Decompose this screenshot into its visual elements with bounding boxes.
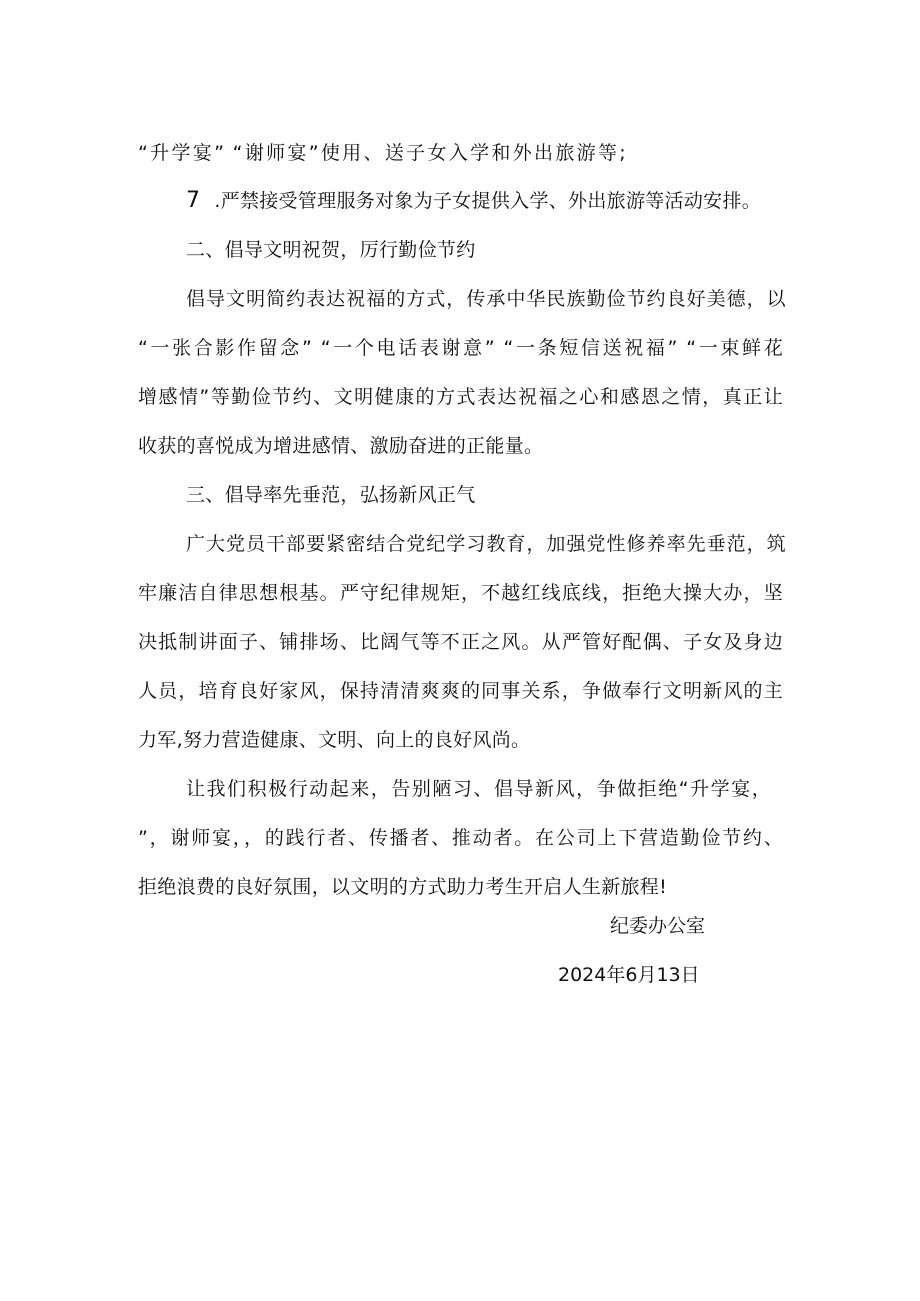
item-number: 7 — [186, 188, 201, 213]
paragraph-line: 增感情”等勤俭节约、文明健康的方式表达祝福之心和感恩之情，真正让 — [138, 386, 783, 408]
paragraph-line: 让我们积极行动起来，告别陋习、倡导新风，争做拒绝“升学宴， — [186, 778, 771, 800]
paragraph-line: 倡导文明简约表达祝福的方式，传承中华民族勤俭节约良好美德，以 — [186, 288, 786, 310]
numbered-item — [186, 188, 786, 214]
paragraph-line: 拒绝浪费的良好氛围，以文明的方式助力考生开启人生新旅程! — [138, 876, 668, 898]
paragraph-line: 牢廉洁自律思想根基。严守纪律规矩，不越红线底线，拒绝大操大办，坚 — [138, 582, 783, 604]
paragraph-line: 人员，培育良好家风，保持清清爽爽的同事关系，争做奉行文明新风的主 — [138, 680, 783, 702]
signature-office: 纪委办公室 — [610, 915, 706, 937]
paragraph-line: 收获的喜悦成为增进感情、激励奋进的正能量。 — [138, 435, 544, 457]
signature-date: 2024年6月13日 — [558, 964, 700, 986]
section-heading-2: 二、倡导文明祝贺，厉行勤俭节约 — [186, 239, 476, 261]
paragraph-line: ”，谢师宴，，的践行者、传播者、推动者。在公司上下营造勤俭节约、 — [138, 827, 783, 849]
paragraph-line: 广大党员干部要紧密结合党纪学习教育，加强党性修养率先垂范，筑 — [186, 533, 786, 555]
paragraph-line: “一张合影作留念” “一个电话表谢意” “一条短信送祝福” “一束鲜花 — [138, 337, 783, 359]
paragraph-line: 决抵制讲面子、铺排场、比阔气等不正之风。从严管好配偶、子女及身边 — [138, 631, 783, 653]
section-heading-3: 三、倡导率先垂范，弘扬新风正气 — [186, 484, 476, 506]
item-text: .严禁接受管理服务对象为子女提供入学、外出旅游等活动安排。 — [214, 190, 762, 212]
paragraph-line: 力军,努力营造健康、文明、向上的良好风尚。 — [138, 729, 531, 751]
paragraph-line: “升学宴” “谢师宴”使用、送子女入学和外出旅游等; — [138, 142, 626, 164]
